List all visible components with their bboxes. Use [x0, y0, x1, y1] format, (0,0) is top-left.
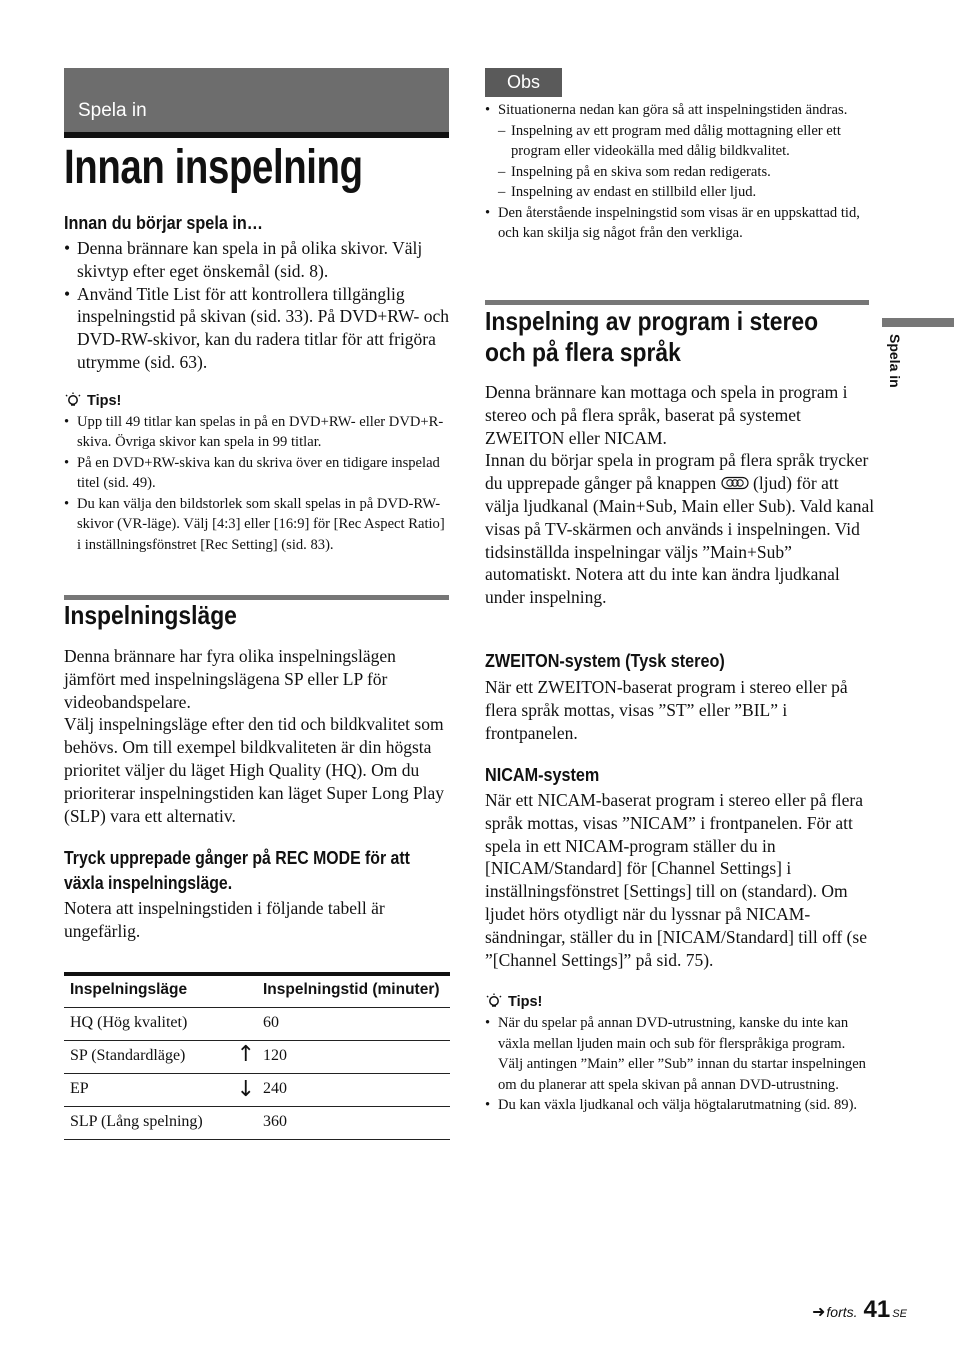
section-banner: [64, 68, 449, 132]
time-cell: 120: [257, 1041, 450, 1074]
tips-header: [64, 392, 450, 410]
tips-header: [485, 993, 870, 1011]
press-note: Notera att inspelningstiden i följande tabell är ungefärlig.: [64, 898, 385, 941]
list-item: – Inspelning på en skiva som redan redigerats.: [498, 162, 870, 183]
list-item: • Den återstående inspelningstid som visas är en uppskattad tid, och kan skilja sig något från den verkliga.: [485, 203, 870, 244]
column-header-time: Inspelningstid (minuter): [257, 976, 450, 1008]
section-rule: [485, 300, 869, 305]
paragraph: Denna brännare kan mottaga och spela in program i stereo och på flera språk, baserat på systemet ZWEITON eller NICAM.: [485, 382, 848, 448]
list-item: • På en DVD+RW-skiva kan du skriva över en tidigare inspelad titel (sid. 49).: [64, 453, 450, 494]
obs-badge: [485, 68, 562, 97]
mode-cell: SLP (Lång spelning): [64, 1107, 257, 1140]
tips-label: Tips!: [508, 994, 543, 1010]
side-tab-label: Spela in: [887, 334, 903, 388]
before-list: [64, 237, 450, 374]
nicam-text: När ett NICAM-baserat program i stereo eller på flera språk mottas, visas ”NICAM” i frontpanelen. För att spela in ett NICAM-program ställer du in [NICAM/Standard] för [Channel Settings] i inställningsfönstret [Settings] till on (standard). Om ljudet hörs otydligt när du lyssnar på NICAM-sändningar, ställer du in [NICAM/Standard] till off (se ”[Channel Settings]” på sid. 75).: [485, 790, 867, 970]
lightbulb-icon: [485, 993, 503, 1011]
before-heading: Innan du börjar spela in…: [64, 213, 263, 233]
arrow-down-icon: ↓: [236, 1077, 255, 1102]
page-number: 41: [863, 1296, 891, 1323]
mode-body: [64, 645, 450, 827]
table-row: [64, 1008, 450, 1041]
page-title: Innan inspelning: [64, 141, 363, 194]
right-tips: [485, 993, 870, 1116]
audio-button-icon: [721, 476, 749, 490]
tips-list: [64, 412, 450, 556]
arrow-right-icon: ➜: [812, 1302, 826, 1321]
time-cell: 360: [257, 1107, 450, 1140]
table-header-row: [64, 976, 450, 1008]
language-code: SE: [892, 1308, 907, 1320]
list-item: • När du spelar på annan DVD-utrustning, kanske du inte kan växla mellan ljuden main och sub för flerspråkiga program. Välj antingen ”Main” eller ”Sub” innan du startar inspelningen om du planerar att spela skivan på annan DVD-utrustning.: [485, 1013, 870, 1095]
recording-mode-table: [64, 976, 450, 1140]
stereo-heading: Inspelning av program i stereo och på flera språk: [485, 306, 819, 367]
list-item: – Inspelning av ett program med dålig mottagning eller ett program eller videokälla med dålig bildkvalitet.: [498, 121, 870, 162]
nicam-heading: NICAM-system: [485, 765, 600, 785]
obs-sublist: [485, 121, 870, 203]
banner-rule: [64, 132, 449, 138]
mode-cell: EP ↓: [64, 1074, 257, 1107]
page-footer: [812, 1296, 907, 1324]
zweiton-heading: ZWEITON-system (Tysk stereo): [485, 651, 725, 671]
side-tab-bar: [882, 318, 954, 327]
press-heading: Tryck upprepade gånger på REC MODE för att växla inspelningsläge.: [64, 848, 410, 893]
stereo-body: [485, 381, 875, 609]
arrow-up-icon: ↑: [236, 1042, 255, 1067]
mode-cell: SP (Standardläge) ↑: [64, 1041, 257, 1074]
column-header-mode: Inspelningsläge: [64, 976, 257, 1008]
list-item: • Denna brännare kan spela in på olika skivor. Välj skivtyp efter eget önskemål (sid. 8).: [64, 237, 450, 283]
tips-list: [485, 1013, 870, 1116]
obs-list: [485, 100, 870, 244]
obs-label: Obs: [506, 72, 540, 92]
table-row: [64, 1107, 450, 1140]
continued-label: forts.: [826, 1304, 858, 1320]
list-item: – Inspelning av endast en stillbild eller ljud.: [498, 182, 870, 203]
lightbulb-icon: [64, 392, 82, 410]
table-row: [64, 1074, 450, 1107]
paragraph: Välj inspelningsläge efter den tid och bildkvalitet som behövs. Om till exempel bildkvaliteten är din högsta prioritet väljer du läget High Quality (HQ). Om du prioriterar inspelningstiden kan läget Super Long Play (SLP) vara ett alternativ.: [64, 714, 445, 826]
tips-label: Tips!: [87, 392, 122, 409]
zweiton-text: När ett ZWEITON-baserat program i stereo eller på flera språk mottas, visas ”ST” eller ”BIL” i frontpanelen.: [485, 677, 848, 743]
paragraph: Denna brännare har fyra olika inspelningslägen jämfört med inspelningslägena SP eller LP för videobandspelare.: [64, 646, 396, 712]
time-cell: 240: [257, 1074, 450, 1107]
paragraph: Innan du börjar spela in program på flera språk trycker du upprepade gånger på knappen (ljud) för att välja ljudkanal (Main+Sub, Main eller Sub). Vald kanal visas på TV-skärmen och används i inspelningen. Vid tidsinställda inspelningar väljs ”Main+Sub” automatiskt. Notera att du inte kan ändra ljudkanal under inspelning.: [485, 450, 875, 608]
mode-heading: Inspelningsläge: [64, 600, 237, 630]
left-column: [64, 213, 450, 555]
list-item: • Du kan växla ljudkanal och välja högtalarutmatning (sid. 89).: [485, 1095, 870, 1116]
list-item: • Situationerna nedan kan göra så att inspelningstiden ändras. – Inspelning av ett program med dålig mottagning eller ett program eller videokälla med dålig bildkvalitet. – Inspelning på en skiva som redan redigerats. – Inspelning av endast en stillbild eller ljud.: [485, 100, 870, 203]
obs-notes: [485, 100, 870, 244]
section-label: Spela in: [78, 100, 147, 121]
table-row: [64, 1041, 450, 1074]
list-item: • Du kan välja den bildstorlek som skall spelas in på DVD-RW-skivor (VR-läge). Välj [4:3] eller [16:9] för [Rec Aspect Ratio] i inställningsfönstret [Rec Setting] (sid. 83).: [64, 494, 450, 556]
mode-cell: HQ (Hög kvalitet): [64, 1008, 257, 1041]
time-cell: 60: [257, 1008, 450, 1041]
list-item: • Upp till 49 titlar kan spelas in på en DVD+RW- eller DVD+R-skiva. Övriga skivor kan spela in 99 titlar.: [64, 412, 450, 453]
list-item: • Använd Title List för att kontrollera tillgänglig inspelningstid på skivan (sid. 33). På DVD+RW- och DVD-RW-skivor, kan du radera titlar för att frigöra utrymme (sid. 63).: [64, 283, 450, 374]
